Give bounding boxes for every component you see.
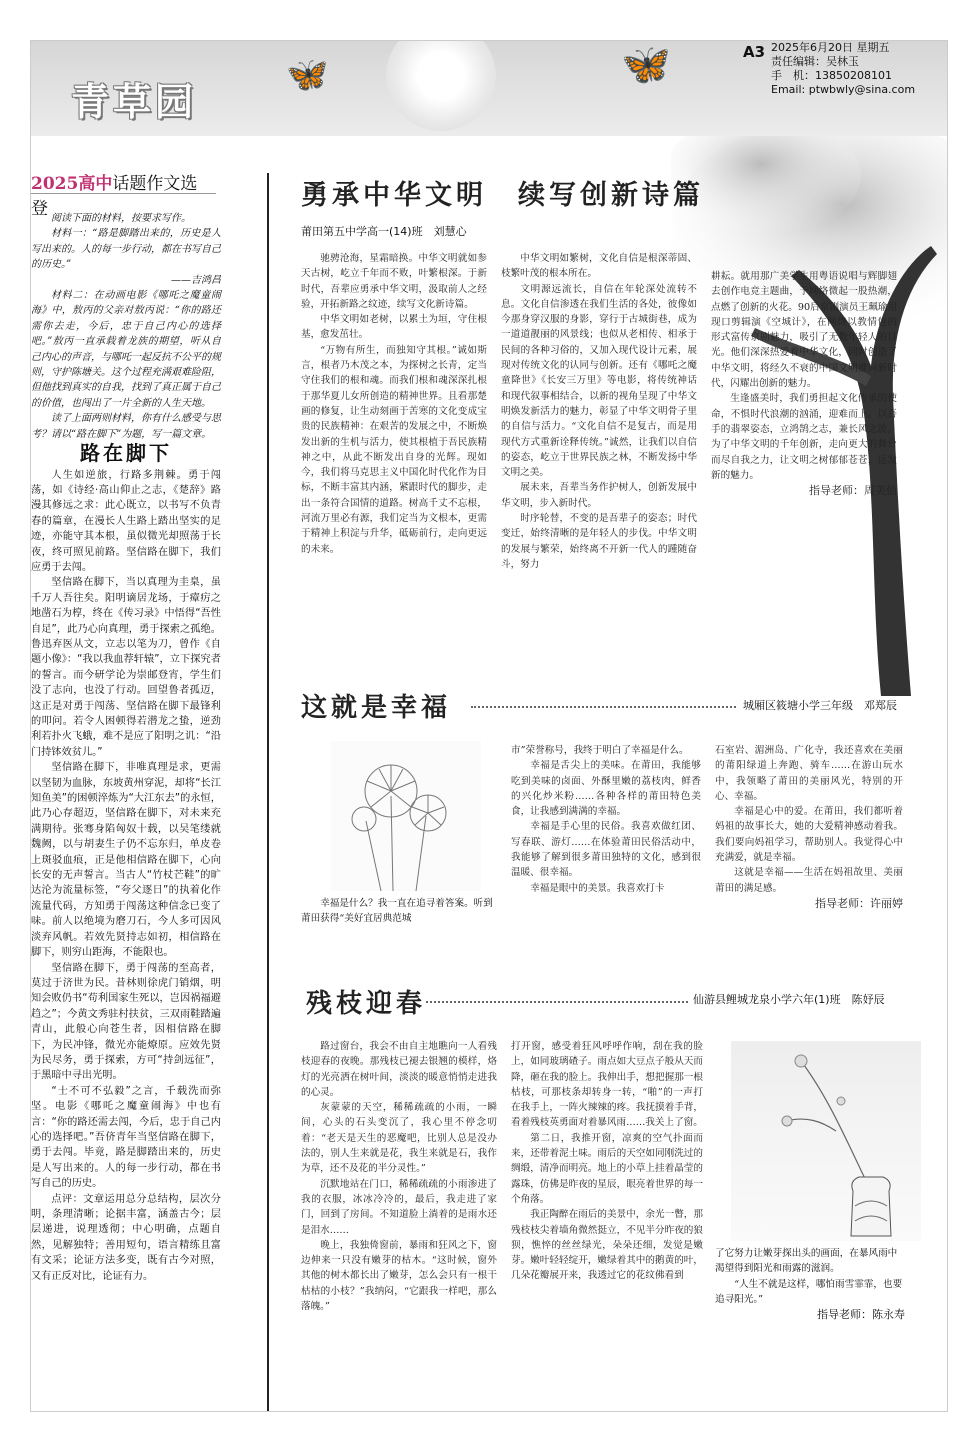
email: Email: ptwbwly@sina.com	[771, 83, 916, 96]
newspaper-page	[30, 40, 948, 1412]
paragraph: “人生不就是这样，哪怕雨雪霏霏，也要追寻阳光。”	[715, 1278, 903, 1305]
prompt-attribution: ——吉鸿昌	[171, 274, 221, 286]
paragraph: 幸福是什么？我一直在追寻着答案。听到莆田获得“美好宜居典范城	[301, 898, 493, 925]
vase-illustration	[731, 1041, 921, 1241]
paragraph: 路过窗台，我会不由自主地瞧向一人看残枝迎春的夜晚。那残枝已褪去银翘的模样，烙灯的光亮洒在树叶间，淡淡的暖意悄悄走进我的心灵。	[301, 1041, 497, 1098]
paragraph: 了它努力让嫩芽探出头的画面，在暴风雨中渴望得到阳光和雨露的滋润。	[715, 1248, 898, 1275]
article3-title: 残枝迎春	[306, 989, 427, 1019]
paragraph: “万物有所生，而独知守其根。”诚如斯言，根者乃木茂之本，为探树之长青，定当守住我们的根和魂。而我们根和魂深深扎根于那华夏儿女所创造的精神世界。且看那楚画的修复，让生动刻画于苦寒的文化变成宝贵的民族精神：在艰苦的发展之中，不断焕发出新的生机与活力，使其根植于吾民族精神之中，从此不断发出自身的光辉。现如今，我们将马克思主义中国化时代化作为目标，不断丰富其内涵，紧跟时代的脚步，走出一条符合国情的道路。树高千丈不忘根，河流万里必有源，我们定当为文根本，更需于精神上积淀与升华，砥砺前行，走向更远的未来。	[301, 344, 487, 555]
paragraph: 打开窗，感受着狂风呼呼作响，刮在我的脸上，如同玻璃碴子。雨点如大豆点子般从天而降，砸在我的脸上。我伸出手，想把握那一根枯枝，可那枝条却转身一转，“啪”的一声打在我手上，一阵火辣辣的疼。我抚摸着手背，看着残枝英勇面对着暴风雨……我关上了窗。	[511, 1041, 703, 1129]
paragraph: 晚上，我独倚窗前，暴雨和狂风之下，窗边伸来一只没有嫩芽的枯木。“这时候，窗外其他的树木都长出了嫩芽，怎么会只有一根干枯枯的小枝？”我纳闷，“它跟我一样吧，那么落魄。”	[301, 1239, 497, 1313]
article2-column-3	[715, 743, 903, 911]
essay-paragraph: 人生如逆旅，行路多荆棘。勇于闯荡，如《诗经·高山仰止之志，《楚辞》路漫其修远之求：此心既立，以书写不负青春的篇章，在漫长人生路上踏出坚实的足迹，亦能守其本根，虽似微光却照荡于长夜，终可照见前路。坚信路在脚下，我们应勇于去闯。	[31, 469, 221, 573]
prompt-paragraph: 材料二：在动画电影《哪吒之魔童闹海》中，敖丙的父亲对敖丙说：“你的路还需你去走，今后，忠于自己内心的选择吧。”敖丙一直承载着龙族的期望，听从自己内心的声音，与哪吒一起反抗不公平的规则，守护陈塘关。这个过程充满艰难险阻，但他找到真实的自我，找到了真正属于自己的价值，也闯出了一片全新的人生天地。	[31, 290, 221, 409]
editor: 责任编辑：吴林玉	[771, 55, 859, 68]
essay-paragraph: 坚信路在脚下，非唯真理是求，更需以坚韧为血脉，东坡黄州穿泥，却将“长江知鱼美”的困顿淬炼为“大江东去”的永恒，此乃心存超迈，坚信路在脚下，对未来充满期待。张骞身陷匈奴十载，以吴笔缕就魏阙，以与胡妻生子仍不忘东归，单皮卷上斑驳血痕，正是他相信路在脚下，心向长安的无声誓言。当古人“竹杖芒鞋”的旷达沦为流量标签，“夸父逐日”的执着化作流量代码，方知勇于闯荡这种信念已变了味。前人以绝境为磨刀石，今人多可因风淡弃风帆。若效先贤持志如初，相信路在脚下，则穷山距海，不能限也。	[31, 762, 221, 959]
page-banner	[31, 41, 947, 136]
prompt-paragraph: 阅读下面的材料，按要求写作。	[51, 213, 191, 224]
vase-icon	[731, 1041, 921, 1241]
paragraph: 灰蒙蒙的天空，稀稀疏疏的小雨，一瞬间，心头的石头变沉了，我心里不停念叨着：“老天是天生的恶魔吧，比别人总是没办法的，别人生来就是花，我生来就是石，我作为草，还不及花的半分灵性。”	[301, 1102, 497, 1175]
paragraph: 中华文明如老树，以累土为垣，守住根基，愈发茁壮。	[301, 314, 487, 341]
dandelion-icon	[331, 741, 481, 891]
essay-title: 路在脚下	[80, 441, 172, 466]
title-rule	[426, 1001, 688, 1003]
article2-title: 这就是幸福	[301, 693, 452, 723]
dandelion-illustration	[331, 741, 481, 891]
essay-commentary: 点评：文章运用总分总结构，层次分明，条理清晰；论据丰富，涵盖古今；层层递进，说理透彻；中心明确，点题自然，见解独特；善用短句，语言精练且富有文采；论证方法多变，既有古今对照，又有正反对比，论证有力。	[31, 1193, 221, 1282]
paragraph: 石室岩、湄洲岛、广化寺，我还喜欢在美丽的莆阳绿道上奔跑、骑车……在游山玩水中，我领略了莆田的美丽风光，特别的开心、幸福。	[715, 745, 903, 802]
paragraph: 第二日，我推开窗，凉爽的空气扑面而来，还带着泥土味。雨后的天空如同刚洗过的绸缎，清净而明亮。地上的小草上挂着晶莹的露珠，仿佛是昨夜的星辰，眼亮着世界的每一个角落。	[511, 1132, 703, 1205]
paragraph: 驰骋沧海，星霜暗换。中华文明就如参天古树，屹立千年而不败，叶繁根深。于新时代，吾辈应勇承中华文明，汲取前人之经验，开拓新路之纹迹，续写文化新诗篇。	[301, 253, 487, 310]
article2-column-2	[511, 743, 701, 896]
essay-paragraph: 坚信路在脚下，当以真理为圭臬，虽千万人吾往矣。阳明谪居龙场，于瘴疠之地凿石为椁，终在《传习录》中悟得“吾性自足”，此乃心向真理，勇于探索之孤绝。鲁迅弃医从文，立志以笔为刀，曾作《自题小像》：“我以我血荐轩辕”，立下探究者的誓言。而今研学论为崇邮登宵，学生们没了志向，也没了行动。回望鲁者孤迈，这正是对勇于闯荡、坚信路在脚下最锋利的叩问。若令人困顿得若潜龙之蛰，逆劲利若扑火飞蛾，难不是应了阳明之讥：“沿门持钵效贫儿。”	[31, 577, 221, 758]
heading-underline	[31, 193, 216, 194]
left-column	[31, 211, 221, 1284]
page-number: A3	[743, 43, 766, 61]
butterfly-icon: 🦋	[286, 55, 329, 95]
prompt-paragraph: 材料一：“路是脚踏出来的，历史是人写出来的。人的每一步行动，都在书写自己的历史。”	[31, 228, 221, 271]
article2-caption	[301, 896, 497, 927]
article3-caption	[715, 1246, 905, 1322]
paragraph: 耕耘。就用那广美学生用粤语说唱与辉脚翅去创作电竞主题曲，于网络微起一股热潮，点燃了创新的火花。90后京剧演员王珮瑜用现口剪辑演《空城计》，在网络以教情包的形式富传京剧魅力，吸引了无数年轻人的目光。他们深深热爱着中华文化，同时创造了中华文明，将经久不衰的中国文明推向新时代，闪耀出创新的魅力。	[711, 271, 897, 390]
paragraph: 中华文明如繁树，文化自信是根深蒂固、枝繁叶茂的根本所在。	[501, 253, 697, 280]
prompt-paragraph: 读了上面两则材料，你有什么感受与思考？请以“路在脚下”为题，写一篇文章。	[31, 413, 221, 440]
article2-teacher: 指导老师：许丽婷	[815, 896, 903, 910]
paragraph: 生逢盛美时，我们勇担起文化传承的使命，不惧时代浪潮的汹涌，迎难而上。以吾手的翡翠姿态，立鸿鹄之志，兼长风之波。为了中华文明的千年创新，走向更大的舞台而尽自我之力，让文明之树郁郁苍苍，远发新的魅力。	[711, 393, 897, 481]
article1-column-2	[501, 251, 697, 572]
butterfly-icon: 🦋	[621, 42, 671, 88]
heading-highlight: 高中	[78, 174, 113, 194]
paragraph: 市”荣誉称号，我终于明白了幸福是什么。	[511, 745, 689, 756]
paragraph: 我正陶醉在雨后的美景中，余光一瞥，那残枝枝尖着墙角微然挺立，不见半分昨夜的狼狈，憔悴的丝丝绿光，朵朵还细，发觉是嫩芽。嫩叶轻轻绽开，嫩绿着其中的鹅黄的叶，几朵花瓣展开来，我透过它的花纹佛看到	[511, 1209, 703, 1282]
phone: 手 机：13850208101	[771, 69, 892, 82]
paragraph: 文明源远流长，自信在年轮深处流转不息。文化自信渗透在我们生活的各处，彼像如今那身穿汉服的身影，穿行于古城街巷，成为一道道靓丽的风景线；也似从老相传、相承于民间的各种习俗的，又加入现代设计元素，展现对传统文化的认同与创新。还有《哪吒之魔童降世》《长安三万里》等电影，将传统神话和现代叙事相结合，以新的视角呈现了中华文明焕发新活力的魅力，彰显了中华文明骨子里的自信与活力。“文化自信不是复古，而是用现代方式重新诠释传统。”诚然，让我们以自信的姿态，屹立于世界民族之林，不断发扬中华文明之美。	[501, 283, 697, 479]
paragraph: 幸福是手心里的民俗。我喜欢做红团、写春联、游灯……在体验莆田民俗活动中，我能够了解到很多莆田独特的文化，感到很温暖、很幸福。	[511, 821, 701, 879]
sun-graphic	[386, 40, 496, 131]
column-divider	[267, 173, 269, 1411]
masthead-info	[771, 41, 947, 116]
paragraph: 展未来，吾辈当务作护树人，创新发展中华文明，步入新时代。	[501, 482, 697, 509]
paragraph: 沉默地站在门口，稀稀疏疏的小雨渗进了我的衣服，冰冰冷冷的，最后，我走进了家门，回到了房间。不知道脸上淌着的是雨水还是泪水……	[301, 1178, 497, 1236]
essay-paragraph: 坚信路在脚下，勇于闯荡的至高者，莫过于济世为民。昔林则徐虎门销烟，明知会败仍书“苟利国家生死以，岂因祸福避趋之”；今黄文秀驻村扶贫，三双雨鞋踏遍青山，此般心向苍生者，因相信路在脚下，为民冲锋，微光亦能燎原。应效先贤为民尽务，勇于探索，方可“持剑远征”，于黑暗中寻出光明。	[31, 962, 221, 1082]
essay-paragraph: “士不可不弘毅”之言，千载洗而弥坚。电影《哪吒之魔童闹海》中也有言：“你的路还需去闯，今后，忠于自己内心的选择吧。”吾侪青年当坚信路在脚下，勇于去闯。毕竟，路是脚踏出来的，历史是人写出来的。人的每一步行动，都在书写自己的历史。	[31, 1085, 221, 1190]
section-title: 青草园	[71, 79, 198, 124]
paragraph: 这就是幸福——生活在妈祖故里、美丽莆田的满足感。	[715, 867, 903, 894]
article3-byline: 仙游县鲤城龙泉小学六年(1)班 陈妤辰	[693, 993, 885, 1006]
article3-teacher: 指导老师：陈永寿	[817, 1308, 905, 1322]
issue-date: 2025年6月20日 星期五	[771, 41, 890, 54]
article1-byline: 莆田第五中学高一(14)班 刘慧心	[301, 225, 467, 238]
heading-year: 2025	[31, 174, 79, 194]
article1-teacher: 指导老师：周美仙	[809, 484, 897, 498]
paragraph: 幸福是眼中的美景。我喜欢打卡	[530, 882, 665, 894]
title-rule	[471, 706, 736, 708]
paragraph: 幸福是舌尖上的美味。在莆田，我能够吃到美味的卤面、外酥里嫩的荔枝肉，鲜香的兴化炒米粉……各种各样的莆田特色美食，让我感到满满的幸福。	[511, 760, 701, 818]
article1-column-3	[711, 269, 897, 498]
article1-column-1	[301, 251, 487, 557]
paragraph: 幸福是心中的爱。在莆田，我们都听着妈祖的故事长大，她的大爱精神感动着我。我们要向妈祖学习，帮助别人。我觉得心中充满爱，就是幸福。	[715, 806, 903, 864]
writing-prompt	[31, 211, 221, 442]
paragraph: 时序轮替，不变的是吾辈子的姿态；时代变迁，始终清晰的是年轻人的步伐。中华文明的发展与繁荣，始终离不开新一代人的踵随奋斗，努力	[501, 513, 697, 570]
article1-title: 勇承中华文明 续写创新诗篇	[301, 180, 704, 211]
article3-column-2	[511, 1039, 703, 1284]
article2-byline: 城厢区筱塘小学三年级 邓郑辰	[743, 699, 897, 712]
article3-column-1	[301, 1039, 497, 1314]
heading-rest: 话题作文选登	[31, 174, 198, 219]
